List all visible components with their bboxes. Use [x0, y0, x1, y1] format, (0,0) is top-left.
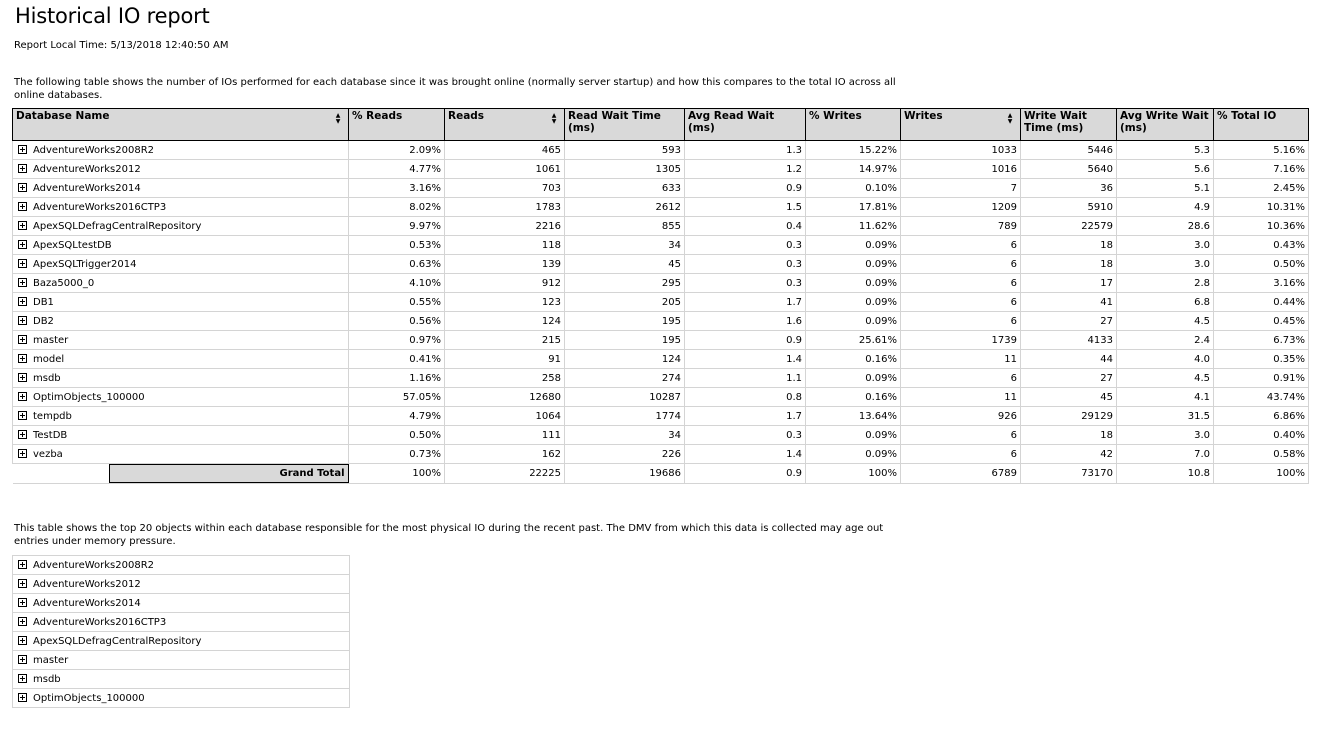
expand-icon[interactable] [18, 297, 27, 306]
table-cell: 0.43% [1214, 236, 1309, 255]
table-cell: 0.3 [685, 236, 806, 255]
table-cell: 14.97% [806, 160, 901, 179]
table-cell: 1.4 [685, 350, 806, 369]
database-name: AdventureWorks2014 [33, 182, 141, 194]
table-cell: 28.6 [1117, 217, 1214, 236]
table-cell: 0.09% [806, 369, 901, 388]
table-cell: 57.05% [349, 388, 445, 407]
grand-total-spacer [13, 464, 349, 484]
table-row [13, 217, 1309, 236]
database-name-cell [13, 369, 349, 388]
column-header[interactable] [901, 109, 1021, 141]
table-cell: 5.1 [1117, 179, 1214, 198]
table-cell: 0.53% [349, 236, 445, 255]
table-cell: 8.02% [349, 198, 445, 217]
report-title: Historical IO report [15, 4, 210, 28]
table-cell: 2216 [445, 217, 565, 236]
expand-icon[interactable] [18, 316, 27, 325]
table-cell: 2.09% [349, 141, 445, 160]
table-cell: 0.9 [685, 331, 806, 350]
table-cell: 6.73% [1214, 331, 1309, 350]
table-cell: 4.5 [1117, 369, 1214, 388]
database-name: AdventureWorks2008R2 [33, 144, 155, 156]
expand-icon[interactable] [18, 240, 27, 249]
list-item [13, 556, 350, 575]
table-cell: 0.41% [349, 350, 445, 369]
table-cell: 1209 [901, 198, 1021, 217]
table-cell: 123 [445, 293, 565, 312]
table-cell: 1.6 [685, 312, 806, 331]
table-cell: 1.5 [685, 198, 806, 217]
table-cell: 91 [445, 350, 565, 369]
table-cell: 0.09% [806, 274, 901, 293]
expand-icon[interactable] [18, 636, 27, 645]
expand-icon[interactable] [18, 145, 27, 154]
table-cell: 195 [565, 331, 685, 350]
column-header-label: % Total IO [1217, 110, 1277, 122]
database-object-cell [13, 689, 350, 708]
table-cell: 4.9 [1117, 198, 1214, 217]
table-cell: 258 [445, 369, 565, 388]
database-object-cell [13, 594, 350, 613]
table-cell: 0.44% [1214, 293, 1309, 312]
table-cell: 1033 [901, 141, 1021, 160]
expand-icon[interactable] [18, 674, 27, 683]
table-cell: 274 [565, 369, 685, 388]
table-cell: 45 [1021, 388, 1117, 407]
list-item [13, 613, 350, 632]
table-cell: 118 [445, 236, 565, 255]
database-name: AdventureWorks2014 [33, 597, 141, 609]
expand-icon[interactable] [18, 354, 27, 363]
table-cell: 6 [901, 445, 1021, 464]
table-cell: 0.40% [1214, 426, 1309, 445]
table-cell: 0.73% [349, 445, 445, 464]
table-cell: 17 [1021, 274, 1117, 293]
expand-icon[interactable] [18, 335, 27, 344]
table-cell: 5.6 [1117, 160, 1214, 179]
column-header [349, 109, 445, 141]
table-cell: 3.16% [1214, 274, 1309, 293]
table-cell: 205 [565, 293, 685, 312]
database-object-cell [13, 670, 350, 689]
database-name: model [33, 353, 65, 365]
table-cell: 13.64% [806, 407, 901, 426]
table-cell: 1061 [445, 160, 565, 179]
table-row [13, 293, 1309, 312]
database-name: ApexSQLTrigger2014 [33, 258, 137, 270]
grand-total-cell: 100% [806, 464, 901, 484]
table-cell: 0.09% [806, 255, 901, 274]
column-header[interactable] [445, 109, 565, 141]
database-name: DB2 [33, 315, 54, 327]
database-name: AdventureWorks2012 [33, 578, 141, 590]
grand-total-cell: 100% [1214, 464, 1309, 484]
database-name: DB1 [33, 296, 54, 308]
table-cell: 43.74% [1214, 388, 1309, 407]
table-cell: 1.7 [685, 407, 806, 426]
list-item [13, 651, 350, 670]
table-cell: 4.79% [349, 407, 445, 426]
database-name: AdventureWorks2008R2 [33, 559, 155, 571]
database-name-cell [13, 274, 349, 293]
column-header-label: Read Wait Time (ms) [568, 110, 661, 134]
table-cell: 3.0 [1117, 255, 1214, 274]
table-row [13, 141, 1309, 160]
database-name-cell [13, 217, 349, 236]
column-header-label: Reads [448, 110, 485, 122]
table-cell: 7.16% [1214, 160, 1309, 179]
database-name-cell [13, 445, 349, 464]
table-cell: 0.09% [806, 426, 901, 445]
table-cell: 195 [565, 312, 685, 331]
column-header-label: % Reads [352, 110, 403, 122]
expand-icon[interactable] [18, 202, 27, 211]
table-cell: 1783 [445, 198, 565, 217]
expand-icon[interactable] [18, 560, 27, 569]
grand-total-cell: 22225 [445, 464, 565, 484]
table-cell: 42 [1021, 445, 1117, 464]
table-cell: 0.09% [806, 236, 901, 255]
grand-total-cell: 0.9 [685, 464, 806, 484]
table-cell: 0.09% [806, 445, 901, 464]
grand-total-cell: 73170 [1021, 464, 1117, 484]
table-cell: 1064 [445, 407, 565, 426]
historical-io-table [12, 108, 1309, 484]
table-cell: 4.77% [349, 160, 445, 179]
table-cell: 2.4 [1117, 331, 1214, 350]
database-name-cell [13, 293, 349, 312]
expand-icon[interactable] [18, 598, 27, 607]
expand-icon[interactable] [18, 411, 27, 420]
database-name: msdb [33, 673, 61, 685]
expand-icon[interactable] [18, 392, 27, 401]
database-object-cell [13, 651, 350, 670]
table-cell: 7.0 [1117, 445, 1214, 464]
table-row [13, 331, 1309, 350]
table-cell: 11 [901, 388, 1021, 407]
database-name: ApexSQLtestDB [33, 239, 112, 251]
list-item [13, 670, 350, 689]
table-cell: 3.0 [1117, 236, 1214, 255]
table-cell: 44 [1021, 350, 1117, 369]
table-cell: 1.2 [685, 160, 806, 179]
table-cell: 4.10% [349, 274, 445, 293]
table-cell: 10.31% [1214, 198, 1309, 217]
column-header [685, 109, 806, 141]
table-cell: 1774 [565, 407, 685, 426]
table-row [13, 407, 1309, 426]
table-cell: 1.1 [685, 369, 806, 388]
table-row [13, 179, 1309, 198]
sort-icon[interactable]: ▲ ▼ [335, 112, 341, 125]
table-cell: 10.36% [1214, 217, 1309, 236]
table-cell: 855 [565, 217, 685, 236]
table-cell: 6 [901, 293, 1021, 312]
grand-total-cell: 10.8 [1117, 464, 1214, 484]
expand-icon[interactable] [18, 693, 27, 702]
table-cell: 18 [1021, 426, 1117, 445]
database-name-cell [13, 331, 349, 350]
database-object-cell [13, 556, 350, 575]
table-row [13, 198, 1309, 217]
database-name-cell [13, 160, 349, 179]
table-cell: 1305 [565, 160, 685, 179]
table-cell: 6 [901, 236, 1021, 255]
table-cell: 3.16% [349, 179, 445, 198]
table-cell: 139 [445, 255, 565, 274]
expand-icon[interactable] [18, 183, 27, 192]
expand-icon[interactable] [18, 278, 27, 287]
table-cell: 6 [901, 255, 1021, 274]
table-cell: 0.3 [685, 274, 806, 293]
table-cell: 593 [565, 141, 685, 160]
database-name-cell [13, 141, 349, 160]
table-cell: 6 [901, 426, 1021, 445]
table-cell: 0.10% [806, 179, 901, 198]
table-cell: 0.4 [685, 217, 806, 236]
table-cell: 41 [1021, 293, 1117, 312]
table-row [13, 160, 1309, 179]
report-local-time: Report Local Time: 5/13/2018 12:40:50 AM [14, 40, 229, 51]
io-table-description: The following table shows the number of IOs performed for each database since it was brought online (normally server startup) and how this compares to the total IO across all online databases. [14, 77, 896, 101]
table-cell: 34 [565, 426, 685, 445]
table-cell: 0.3 [685, 426, 806, 445]
table-row [13, 312, 1309, 331]
grand-total-row [13, 464, 1309, 484]
column-header-label: Database Name [16, 110, 110, 122]
column-header[interactable] [13, 109, 349, 141]
table-cell: 926 [901, 407, 1021, 426]
database-name: ApexSQLDefragCentralRepository [33, 635, 202, 647]
table-cell: 18 [1021, 255, 1117, 274]
table-cell: 0.35% [1214, 350, 1309, 369]
grand-total-cell: 100% [349, 464, 445, 484]
column-header [565, 109, 685, 141]
table-cell: 912 [445, 274, 565, 293]
table-cell: 789 [901, 217, 1021, 236]
table-cell: 22579 [1021, 217, 1117, 236]
expand-icon[interactable] [18, 449, 27, 458]
table-cell: 0.09% [806, 293, 901, 312]
table-cell: 4133 [1021, 331, 1117, 350]
list-item [13, 575, 350, 594]
column-header [1117, 109, 1214, 141]
table-cell: 10287 [565, 388, 685, 407]
database-name: msdb [33, 372, 61, 384]
database-name-cell [13, 255, 349, 274]
database-object-cell [13, 575, 350, 594]
database-name: vezba [33, 448, 63, 460]
column-header [1214, 109, 1309, 141]
table-row [13, 274, 1309, 293]
table-cell: 17.81% [806, 198, 901, 217]
table-cell: 1.7 [685, 293, 806, 312]
column-header [1021, 109, 1117, 141]
table-cell: 0.3 [685, 255, 806, 274]
table-cell: 3.0 [1117, 426, 1214, 445]
database-name: ApexSQLDefragCentralRepository [33, 220, 202, 232]
database-name-cell [13, 350, 349, 369]
expand-icon[interactable] [18, 373, 27, 382]
table-cell: 465 [445, 141, 565, 160]
table-cell: 34 [565, 236, 685, 255]
grand-total-label: Grand Total [109, 464, 349, 483]
table-cell: 11 [901, 350, 1021, 369]
expand-icon[interactable] [18, 164, 27, 173]
database-name: TestDB [33, 429, 68, 441]
list-item [13, 689, 350, 708]
table-cell: 0.45% [1214, 312, 1309, 331]
column-header-label: Writes [904, 110, 943, 122]
table-cell: 162 [445, 445, 565, 464]
database-name-cell [13, 312, 349, 331]
grand-total-cell: 6789 [901, 464, 1021, 484]
database-name-cell [13, 198, 349, 217]
table-cell: 124 [445, 312, 565, 331]
sort-icon[interactable]: ▲ ▼ [1007, 112, 1013, 125]
database-name: OptimObjects_100000 [33, 391, 145, 403]
table-cell: 633 [565, 179, 685, 198]
table-cell: 27 [1021, 312, 1117, 331]
list-item [13, 594, 350, 613]
table-cell: 12680 [445, 388, 565, 407]
database-object-cell [13, 632, 350, 651]
database-name: master [33, 654, 69, 666]
database-name-cell [13, 236, 349, 255]
table-cell: 0.50% [1214, 255, 1309, 274]
table-cell: 5.3 [1117, 141, 1214, 160]
table-row [13, 350, 1309, 369]
table-cell: 45 [565, 255, 685, 274]
table-cell: 0.56% [349, 312, 445, 331]
column-header-label: Avg Read Wait (ms) [688, 110, 775, 134]
table-cell: 2612 [565, 198, 685, 217]
table-cell: 6.86% [1214, 407, 1309, 426]
table-cell: 31.5 [1117, 407, 1214, 426]
table-cell: 1739 [901, 331, 1021, 350]
table-cell: 6 [901, 274, 1021, 293]
table-row [13, 255, 1309, 274]
database-name-cell [13, 179, 349, 198]
table-row [13, 426, 1309, 445]
column-header-label: Write Wait Time (ms) [1024, 110, 1087, 134]
table-cell: 7 [901, 179, 1021, 198]
table-cell: 215 [445, 331, 565, 350]
table-row [13, 236, 1309, 255]
table-row [13, 369, 1309, 388]
table-row [13, 388, 1309, 407]
table-cell: 5.16% [1214, 141, 1309, 160]
table-cell: 5640 [1021, 160, 1117, 179]
table-cell: 111 [445, 426, 565, 445]
table-cell: 0.09% [806, 312, 901, 331]
table-cell: 1016 [901, 160, 1021, 179]
expand-icon[interactable] [18, 579, 27, 588]
expand-icon[interactable] [18, 655, 27, 664]
expand-icon[interactable] [18, 259, 27, 268]
table-cell: 6 [901, 312, 1021, 331]
table-cell: 295 [565, 274, 685, 293]
table-row [13, 445, 1309, 464]
table-cell: 1.3 [685, 141, 806, 160]
table-cell: 226 [565, 445, 685, 464]
column-header [806, 109, 901, 141]
table-cell: 0.50% [349, 426, 445, 445]
table-cell: 4.0 [1117, 350, 1214, 369]
list-item [13, 632, 350, 651]
expand-icon[interactable] [18, 430, 27, 439]
database-name: Baza5000_0 [33, 277, 95, 289]
table-cell: 5446 [1021, 141, 1117, 160]
table-cell: 0.9 [685, 179, 806, 198]
table-cell: 11.62% [806, 217, 901, 236]
table-cell: 9.97% [349, 217, 445, 236]
table-cell: 0.63% [349, 255, 445, 274]
table-cell: 1.16% [349, 369, 445, 388]
table-cell: 0.55% [349, 293, 445, 312]
table-cell: 5910 [1021, 198, 1117, 217]
database-name: AdventureWorks2016CTP3 [33, 201, 167, 213]
database-name: master [33, 334, 69, 346]
expand-icon[interactable] [18, 617, 27, 626]
table-cell: 29129 [1021, 407, 1117, 426]
table-cell: 0.16% [806, 388, 901, 407]
table-cell: 25.61% [806, 331, 901, 350]
objects-table-description: This table shows the top 20 objects within each database responsible for the most physical IO during the recent past. The DMV from which this data is collected may age out entries under memory pressure. [14, 523, 884, 547]
table-cell: 4.5 [1117, 312, 1214, 331]
database-name: OptimObjects_100000 [33, 692, 145, 704]
table-cell: 0.58% [1214, 445, 1309, 464]
expand-icon[interactable] [18, 221, 27, 230]
column-header-label: Avg Write Wait (ms) [1120, 110, 1209, 134]
table-cell: 0.8 [685, 388, 806, 407]
database-name-cell [13, 388, 349, 407]
top-objects-table [12, 555, 350, 708]
database-name: AdventureWorks2012 [33, 163, 141, 175]
table-cell: 15.22% [806, 141, 901, 160]
grand-total-cell: 19686 [565, 464, 685, 484]
database-name-cell [13, 407, 349, 426]
database-name: tempdb [33, 410, 72, 422]
database-object-cell [13, 613, 350, 632]
database-name: AdventureWorks2016CTP3 [33, 616, 167, 628]
sort-icon[interactable]: ▲ ▼ [551, 112, 557, 125]
table-cell: 18 [1021, 236, 1117, 255]
database-name-cell [13, 426, 349, 445]
table-cell: 0.16% [806, 350, 901, 369]
table-cell: 703 [445, 179, 565, 198]
table-cell: 0.97% [349, 331, 445, 350]
table-cell: 6.8 [1117, 293, 1214, 312]
table-cell: 2.45% [1214, 179, 1309, 198]
column-header-label: % Writes [809, 110, 862, 122]
table-cell: 27 [1021, 369, 1117, 388]
table-cell: 1.4 [685, 445, 806, 464]
table-cell: 36 [1021, 179, 1117, 198]
table-cell: 4.1 [1117, 388, 1214, 407]
table-cell: 2.8 [1117, 274, 1214, 293]
table-cell: 0.91% [1214, 369, 1309, 388]
table-cell: 6 [901, 369, 1021, 388]
table-cell: 124 [565, 350, 685, 369]
